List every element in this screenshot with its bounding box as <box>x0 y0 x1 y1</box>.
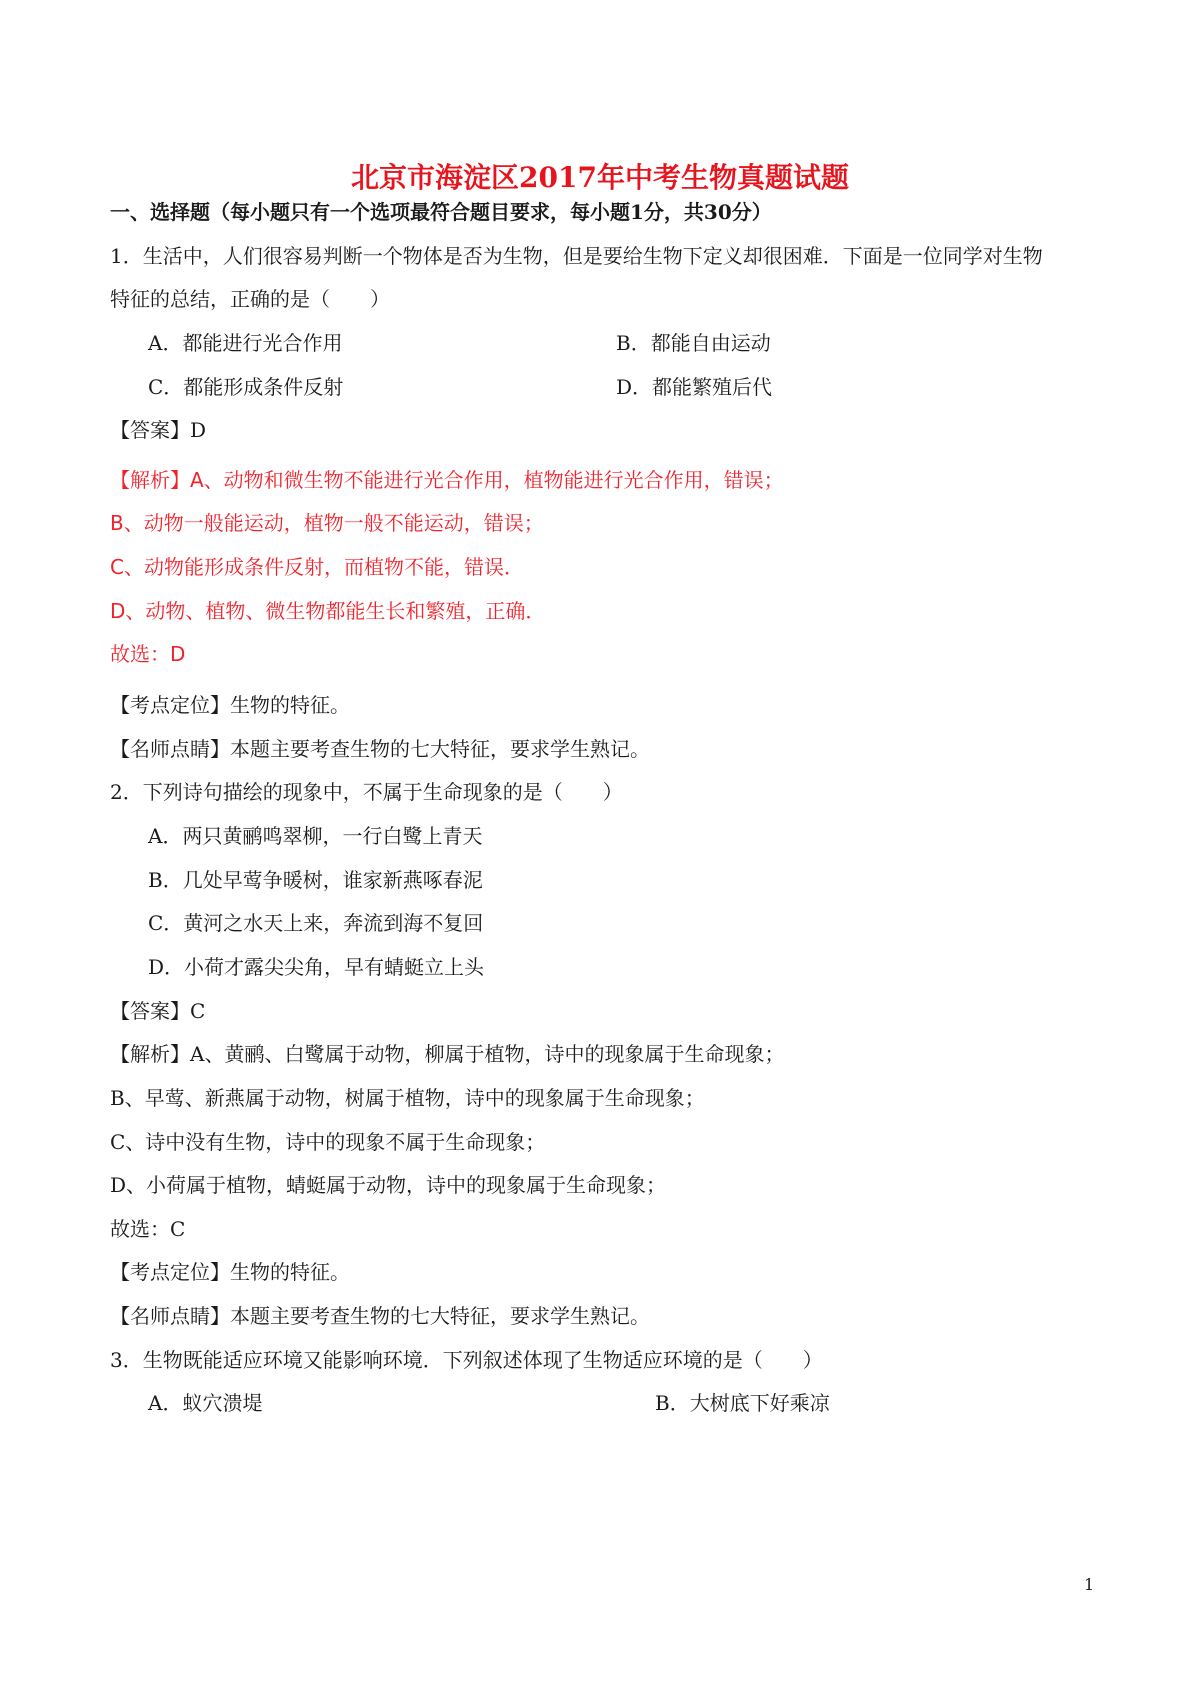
question-1-analysis-1: 【解析】A、动物和微生物不能进行光合作用，植物能进行光合作用，错误； <box>110 468 784 492</box>
section-heading: 一、选择题（每小题只有一个选项最符合题目要求，每小题1分，共30分） <box>110 200 772 224</box>
question-2-option-a: A．两只黄鹂鸣翠柳，一行白鹭上青天 <box>148 824 483 848</box>
question-2-analysis-2: B、早莺、新燕属于动物，树属于植物，诗中的现象属于生命现象； <box>110 1086 705 1110</box>
question-1-key-point: 【考点定位】生物的特征。 <box>110 693 350 717</box>
question-2-answer: 【答案】C <box>110 999 206 1023</box>
question-1-analysis-4: D、动物、植物、微生物都能生长和繁殖，正确． <box>110 599 546 623</box>
question-2-text-line-1: 2．下列诗句描绘的现象中，不属于生命现象的是（ ） <box>110 780 623 804</box>
question-2-analysis-4: D、小荷属于植物，蜻蜓属于动物，诗中的现象属于生命现象； <box>110 1173 667 1197</box>
question-1-text-line-2: 特征的总结，正确的是（ ） <box>110 287 390 311</box>
question-2-analysis-3: C、诗中没有生物，诗中的现象不属于生命现象； <box>110 1130 546 1154</box>
question-3-option-a: A．蚁穴溃堤 <box>148 1391 263 1415</box>
question-1-analysis-2: B、动物一般能运动，植物一般不能运动，错误； <box>110 511 544 535</box>
question-1-option-c: C．都能形成条件反射 <box>148 375 344 399</box>
question-2-option-b: B．几处早莺争暖树，谁家新燕啄春泥 <box>148 868 483 892</box>
question-1-option-d: D．都能繁殖后代 <box>616 375 773 399</box>
question-1-text-line-1: 1．生活中，人们很容易判断一个物体是否为生物，但是要给生物下定义却很困难．下面是一位同学对生物 <box>110 244 1043 268</box>
question-2-option-d: D．小荷才露尖尖角，早有蜻蜓立上头 <box>148 955 485 979</box>
question-2-option-c: C．黄河之水天上来，奔流到海不复回 <box>148 911 484 935</box>
question-3-option-b: B．大树底下好乘凉 <box>655 1391 830 1415</box>
question-1-choice: 故选：D <box>110 642 186 666</box>
question-2-choice: 故选：C <box>110 1217 186 1241</box>
question-2-key-point: 【考点定位】生物的特征。 <box>110 1260 350 1284</box>
question-1-option-b: B．都能自由运动 <box>616 331 771 355</box>
question-1-option-a: A．都能进行光合作用 <box>148 331 343 355</box>
question-3-text-line-1: 3．生物既能适应环境又能影响环境．下列叙述体现了生物适应环境的是（ ） <box>110 1348 823 1372</box>
question-2-teacher-comment: 【名师点睛】本题主要考查生物的七大特征，要求学生熟记。 <box>110 1304 650 1328</box>
question-2-analysis-1: 【解析】A、黄鹂、白鹭属于动物，柳属于植物，诗中的现象属于生命现象； <box>110 1042 785 1066</box>
question-1-answer: 【答案】D <box>110 418 207 442</box>
question-1-teacher-comment: 【名师点睛】本题主要考查生物的七大特征，要求学生熟记。 <box>110 737 650 761</box>
page-title: 北京市海淀区2017年中考生物真题试题 <box>351 161 849 194</box>
page-number: 1 <box>1084 1575 1095 1594</box>
question-1-analysis-3: C、动物能形成条件反射，而植物不能，错误． <box>110 555 524 579</box>
